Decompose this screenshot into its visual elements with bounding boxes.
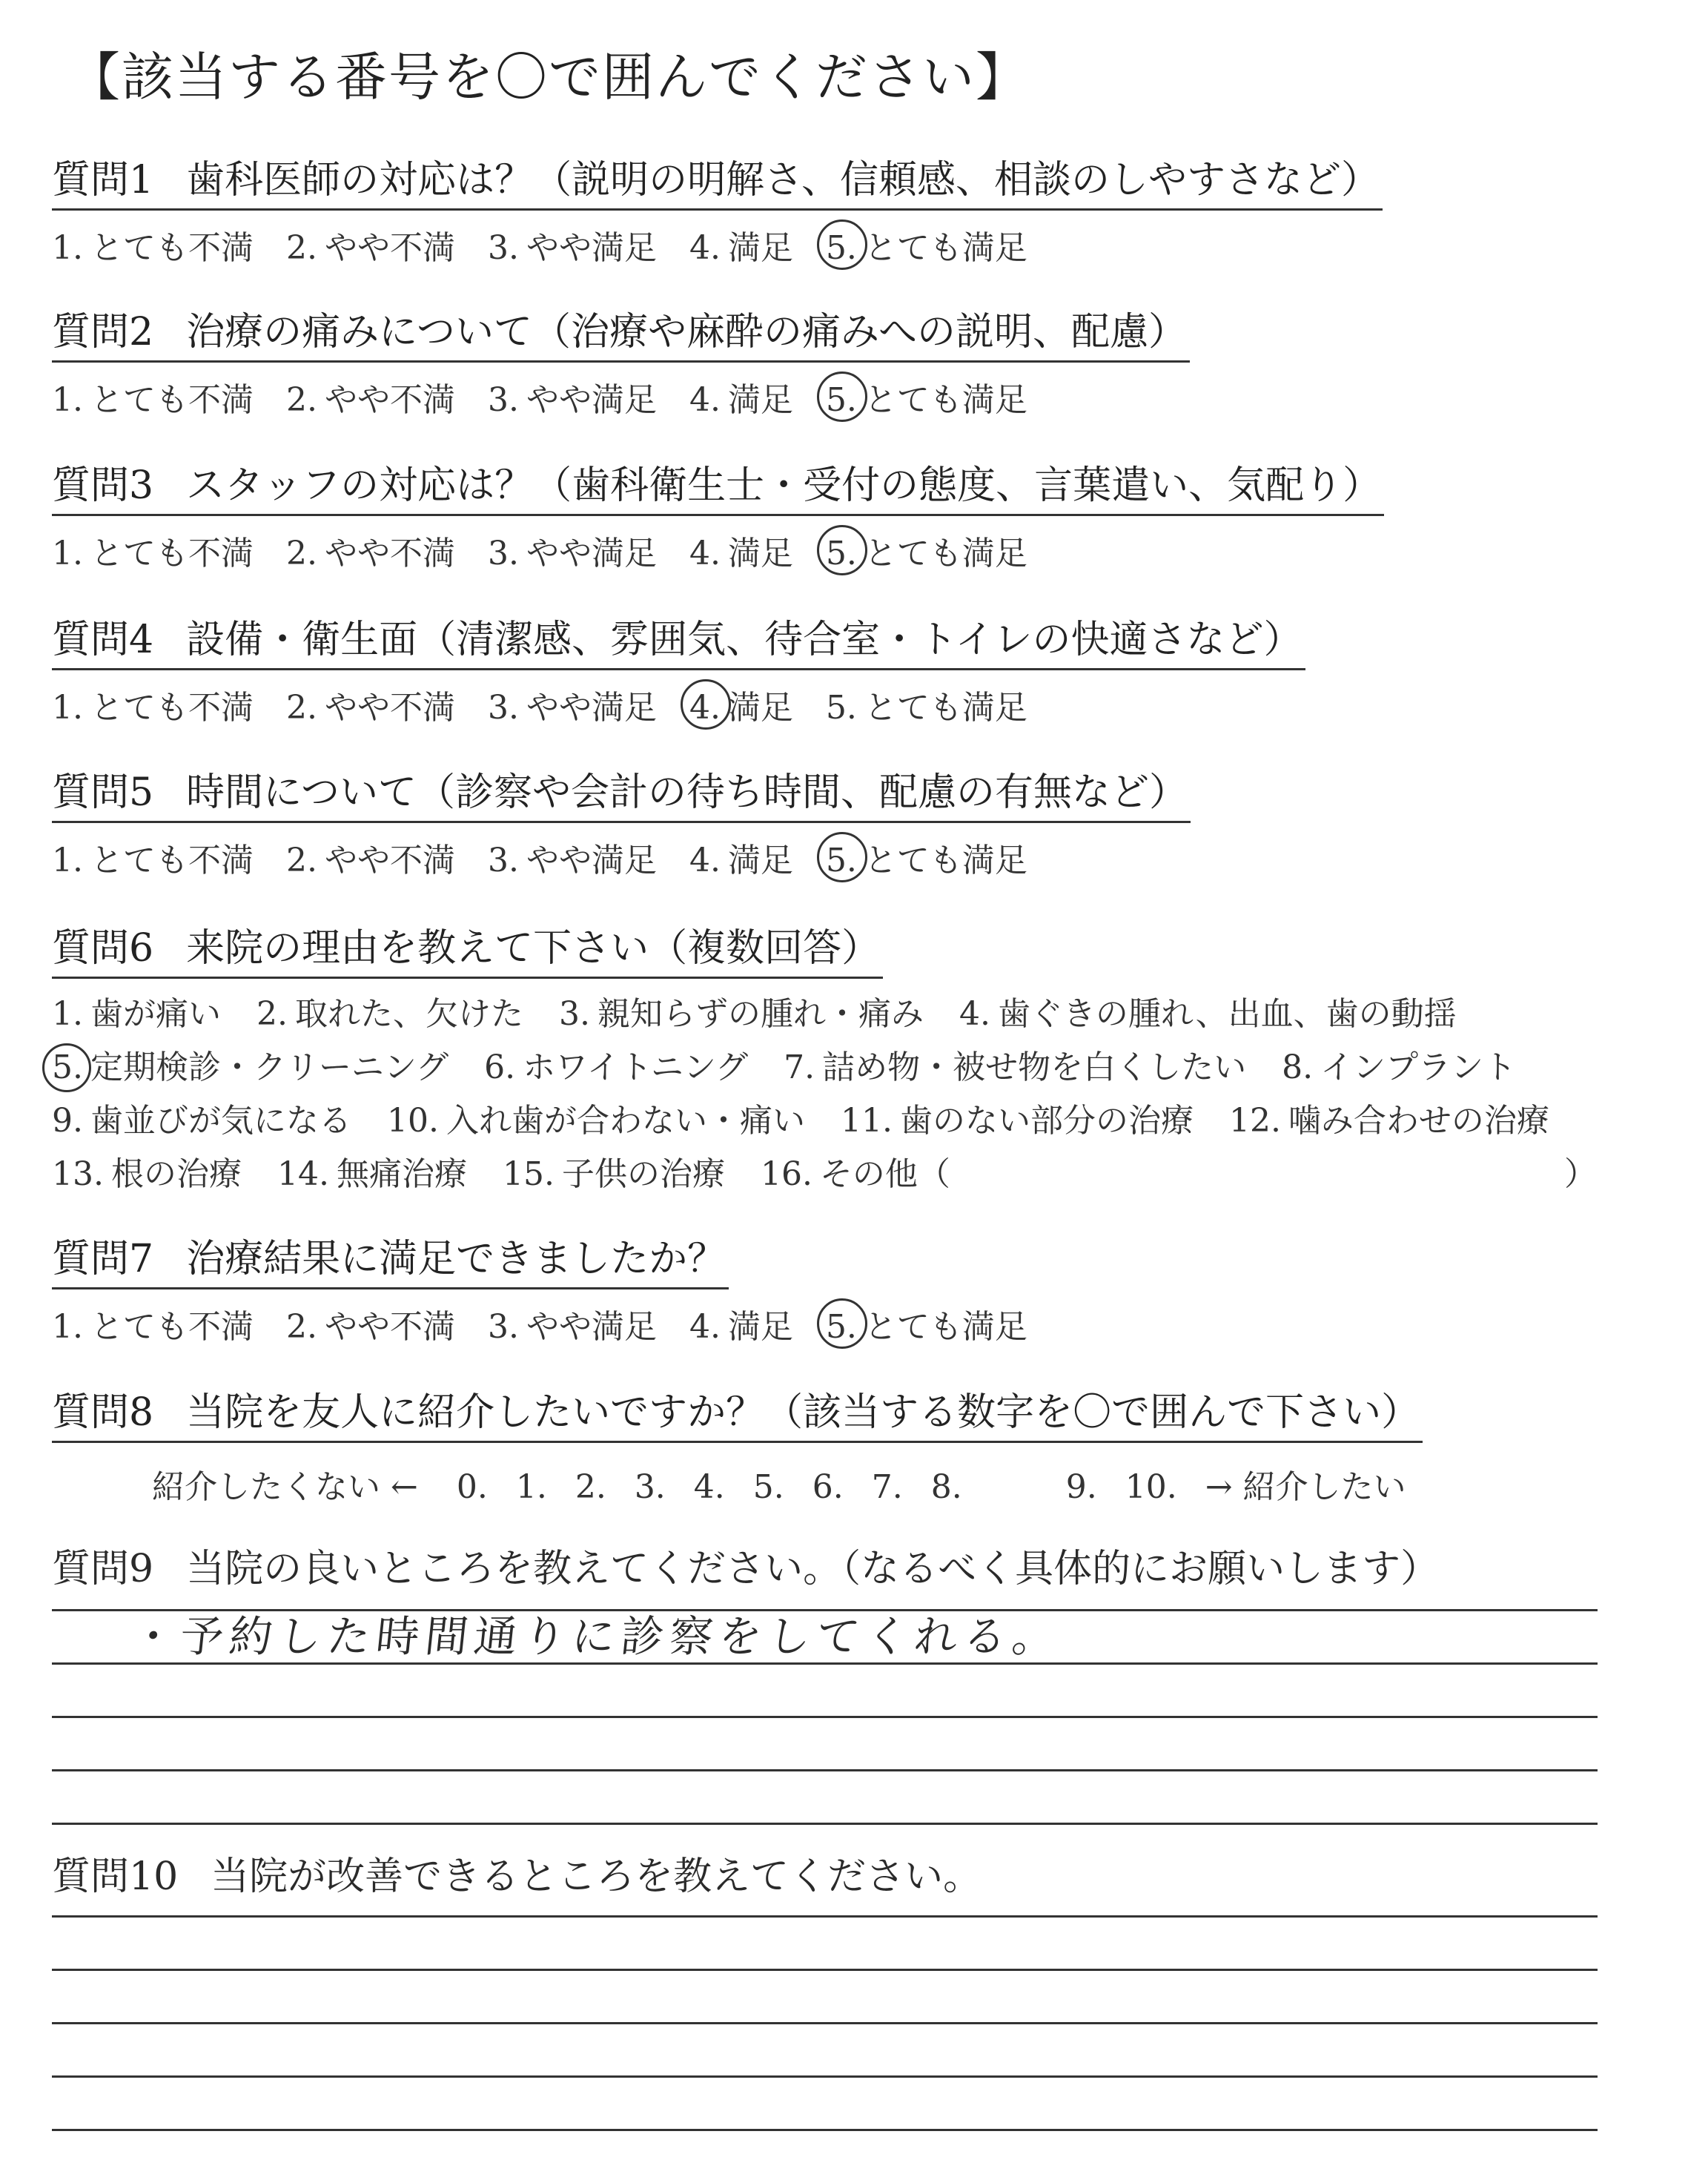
other-close-paren: ） (1563, 1155, 1597, 1193)
answer-line[interactable] (52, 1771, 1598, 1825)
question-5 (52, 761, 1708, 881)
reason-option[interactable] (52, 1094, 351, 1148)
scale-value[interactable]: 9. (1065, 1468, 1097, 1506)
question-text: 治療の痛みについて（治療や麻酔の痛みへの説明、配慮） (186, 310, 1188, 354)
question-heading: 質問6 来院の理由を教えて下さい（複数回答） (52, 916, 883, 979)
option-label: やや満足 (526, 689, 657, 727)
rating-option[interactable] (286, 373, 455, 420)
option-label: とても不満 (90, 842, 254, 879)
rating-option[interactable] (488, 1300, 657, 1347)
rating-option[interactable] (286, 681, 455, 728)
scale-value[interactable]: 2. (575, 1468, 606, 1506)
option-number: 1. (52, 689, 83, 727)
option-label: 満足 (727, 1308, 793, 1346)
option-label: 無痛治療 (336, 1155, 467, 1193)
question-number: 質問2 (52, 310, 154, 354)
option-number: 3. (487, 689, 519, 727)
answer-line[interactable] (52, 2024, 1598, 2078)
option-number: 13. (52, 1155, 104, 1193)
selected-circle (681, 679, 731, 730)
answer-line[interactable] (52, 1918, 1598, 1971)
scale-value[interactable]: 5. (752, 1468, 784, 1506)
rating-option[interactable] (689, 221, 793, 268)
option-number: 8. (1282, 1048, 1314, 1086)
reason-option[interactable] (559, 988, 924, 1041)
question-heading: 質問10 当院が改善できるところを教えてください。 (52, 1855, 982, 1899)
question-heading (52, 761, 1191, 823)
answer-line[interactable] (52, 1900, 1598, 1918)
option-number: 4. (689, 229, 721, 267)
scale-value[interactable]: 8. (931, 1453, 1038, 1506)
rating-options (52, 526, 1708, 574)
option-number: 4. (689, 1308, 721, 1346)
question-number: 質問4 (52, 618, 154, 662)
option-label: とても満足 (864, 535, 1027, 572)
option-label: 定期検診・クリーニング (90, 1048, 449, 1086)
selected-circle (817, 832, 867, 882)
option-label: 入れ歯が合わない・痛い (446, 1102, 805, 1140)
question-heading: 質問9 当院の良いところを教えてください。（なるべく具体的にお願いします） (52, 1547, 1440, 1591)
reason-option[interactable] (387, 1094, 805, 1148)
rating-option[interactable] (52, 833, 254, 881)
scale-right-label: → 紹介したい (1205, 1468, 1406, 1506)
option-label: やや不満 (324, 535, 455, 572)
option-label: やや満足 (526, 381, 657, 419)
option-number: 1. (52, 1308, 83, 1346)
question-10 (52, 1845, 1708, 2131)
option-number: 5. (825, 689, 857, 727)
option-number: 2. (285, 381, 317, 419)
option-number: 2. (256, 995, 288, 1033)
question-number: 質問5 (52, 770, 154, 815)
scale-value[interactable]: 0. (456, 1468, 488, 1506)
question-heading: 質問8 当院を友人に紹介したいですか？（該当する数字を〇で囲んで下さい） (52, 1381, 1423, 1443)
answer-lines[interactable] (52, 1900, 1708, 2131)
selected-circle (1016, 1453, 1063, 1498)
reason-option[interactable] (52, 1041, 448, 1094)
rating-option[interactable] (488, 681, 657, 728)
option-label: 満足 (727, 229, 793, 267)
question-7 (52, 1227, 1708, 1347)
rating-option[interactable] (689, 526, 793, 574)
reason-option[interactable] (1229, 1094, 1549, 1148)
option-label: やや不満 (324, 689, 455, 727)
option-number: 2. (285, 229, 317, 267)
rating-options (52, 1300, 1708, 1347)
question-9 (52, 1537, 1708, 1825)
rating-option[interactable] (488, 833, 657, 881)
scale-value[interactable]: 1. (515, 1468, 547, 1506)
option-label: やや不満 (324, 381, 455, 419)
option-number: 5. (825, 842, 857, 879)
option-number: 2. (285, 842, 317, 879)
option-number: 2. (285, 689, 317, 727)
question-heading (52, 148, 1383, 211)
option-label: ホワイトニング (523, 1048, 749, 1086)
option-number: 5. (825, 229, 857, 267)
rating-option[interactable] (826, 373, 1027, 420)
option-label: 親知らずの腫れ・痛み (597, 995, 924, 1033)
question-4 (52, 608, 1708, 728)
option-label: とても満足 (864, 381, 1027, 419)
option-label: やや満足 (526, 842, 657, 879)
option-number: 15. (502, 1155, 555, 1193)
reason-option[interactable] (1282, 1041, 1516, 1094)
question-heading: 質問7 治療結果に満足できましたか？ (52, 1227, 729, 1289)
option-label: 満足 (727, 535, 793, 572)
option-number: 4. (689, 381, 721, 419)
option-label: 歯ぐきの腫れ、出血、歯の動揺 (997, 995, 1457, 1033)
answer-line[interactable] (52, 1971, 1598, 2024)
rating-option[interactable] (826, 833, 1027, 881)
option-label: 歯が痛い (90, 995, 221, 1033)
reason-option[interactable] (959, 988, 1457, 1041)
selected-circle (817, 371, 867, 422)
question-number: 質問3 (52, 463, 154, 508)
selected-circle (817, 219, 867, 270)
option-number: 10. (386, 1102, 439, 1140)
option-label: 満足 (727, 381, 793, 419)
option-number: 3. (487, 381, 519, 419)
option-label: 根の治療 (110, 1155, 242, 1193)
question-text: 時間について（診察や会計の待ち時間、配慮の有無など） (186, 770, 1188, 815)
option-number: 5. (825, 381, 857, 419)
option-label: やや満足 (526, 535, 657, 572)
option-label: 満足 (727, 842, 793, 879)
option-label: とても不満 (90, 535, 254, 572)
rating-option[interactable] (826, 526, 1027, 574)
handwritten-answer: ・予約した時間通りに診察をしてくれる。 (128, 1611, 1065, 1662)
option-row (52, 1148, 1708, 1201)
reason-option[interactable] (784, 1041, 1246, 1094)
rating-option[interactable] (488, 526, 657, 574)
option-number: 5. (825, 1308, 857, 1346)
rating-option[interactable] (488, 373, 657, 420)
option-number: 14. (277, 1155, 329, 1193)
reason-option[interactable] (503, 1148, 725, 1201)
option-number: 5. (825, 535, 857, 572)
option-number: 1. (52, 229, 83, 267)
option-label: 子供の治療 (561, 1155, 725, 1193)
rating-options (52, 373, 1708, 420)
rating-option[interactable] (689, 833, 793, 881)
rating-option[interactable] (286, 1300, 455, 1347)
answer-line[interactable] (52, 2078, 1598, 2131)
rating-options (52, 681, 1708, 728)
question-3 (52, 454, 1708, 574)
scale-value[interactable]: 7. (871, 1468, 903, 1506)
option-number: 3. (487, 229, 519, 267)
option-label: とても満足 (864, 689, 1027, 727)
option-number: 5. (52, 1048, 83, 1086)
rating-option[interactable] (286, 833, 455, 881)
rating-options (52, 221, 1708, 268)
reason-option[interactable] (841, 1094, 1194, 1148)
option-number: 1. (52, 535, 83, 572)
option-label: 歯のない部分の治療 (899, 1102, 1194, 1140)
page-title: 【該当する番号を〇で囲んでください】 (68, 47, 1029, 108)
rating-option[interactable] (689, 373, 793, 420)
option-label: やや不満 (324, 1308, 455, 1346)
option-number: 3. (487, 842, 519, 879)
selected-circle (817, 1298, 867, 1349)
option-label: やや不満 (324, 842, 455, 879)
option-label: 取れた、欠けた (294, 995, 523, 1033)
answer-line[interactable] (52, 1665, 1598, 1718)
option-label: 噛み合わせの治療 (1288, 1102, 1549, 1140)
option-row (52, 988, 1708, 1041)
selected-circle (42, 1043, 91, 1092)
question-text: 歯科医師の対応は？（説明の明解さ、信頼感、相談のしやすさなど） (186, 158, 1380, 202)
option-label: とても不満 (90, 689, 254, 727)
option-number: 6. (484, 1048, 516, 1086)
reason-option[interactable] (484, 1041, 748, 1094)
rating-option[interactable] (52, 526, 254, 574)
selected-circle (817, 525, 867, 575)
question-1 (52, 148, 1708, 268)
rating-option[interactable] (52, 681, 254, 728)
option-number: 2. (285, 535, 317, 572)
rating-option[interactable] (826, 1300, 1027, 1347)
option-number: 4. (689, 689, 721, 727)
question-text: 設備・衛生面（清潔感、雰囲気、待合室・トイレの快適さなど） (186, 618, 1302, 662)
option-number: 1. (52, 381, 83, 419)
question-heading (52, 608, 1305, 670)
option-number: 9. (52, 1102, 83, 1140)
rating-options (52, 833, 1708, 881)
scale-left-label: 紹介したくない ← (152, 1468, 418, 1506)
option-row (52, 1094, 1708, 1148)
rating-option[interactable] (826, 221, 1027, 268)
option-label: インプラント (1320, 1048, 1517, 1086)
rating-option[interactable] (286, 221, 455, 268)
reason-option[interactable] (52, 988, 221, 1041)
option-number: 16. (760, 1155, 812, 1193)
option-label: やや不満 (324, 229, 455, 267)
rating-option[interactable] (52, 373, 254, 420)
rating-option[interactable] (52, 221, 254, 268)
option-number: 11. (840, 1102, 893, 1140)
option-label: とても不満 (90, 229, 254, 267)
rating-option[interactable] (689, 1300, 793, 1347)
question-8 (52, 1381, 1708, 1507)
rating-option[interactable] (286, 526, 455, 574)
reason-option[interactable] (277, 1148, 467, 1201)
option-number: 4. (959, 995, 990, 1033)
option-number: 7. (784, 1048, 815, 1086)
scale-value[interactable]: 3. (634, 1468, 666, 1506)
option-number: 2. (285, 1308, 317, 1346)
option-number: 4. (689, 842, 721, 879)
rating-option[interactable] (826, 681, 1027, 728)
reason-option[interactable] (761, 1148, 950, 1201)
option-number: 1. (52, 842, 83, 879)
option-number: 3. (487, 535, 519, 572)
question-6 (52, 916, 1708, 1201)
question-number: 質問1 (52, 158, 154, 202)
q6-options (52, 988, 1708, 1201)
option-label: やや満足 (526, 1308, 657, 1346)
option-label: とても不満 (90, 381, 254, 419)
scale-value[interactable]: 6. (812, 1468, 844, 1506)
option-label: とても満足 (864, 229, 1027, 267)
question-heading (52, 300, 1190, 363)
reason-option[interactable] (52, 1148, 242, 1201)
option-number: 1. (52, 995, 83, 1033)
option-number: 4. (689, 535, 721, 572)
rating-option[interactable] (488, 221, 657, 268)
recommend-scale (152, 1453, 1708, 1507)
reason-option[interactable] (256, 988, 523, 1041)
option-label: 詰め物・被せ物を白くしたい (822, 1048, 1247, 1086)
option-label: 歯並びが気になる (90, 1102, 351, 1140)
option-row (52, 1041, 1708, 1094)
rating-option[interactable] (689, 681, 793, 728)
option-number: 3. (558, 995, 590, 1033)
question-text: スタッフの対応は？（歯科衛生士・受付の態度、言葉遣い、気配り） (186, 463, 1382, 508)
scale-value[interactable]: 10. (1125, 1468, 1177, 1506)
scale-value[interactable]: 4. (693, 1468, 725, 1506)
option-label: とても満足 (864, 1308, 1027, 1346)
option-number: 3. (487, 1308, 519, 1346)
option-number: 12. (1228, 1102, 1281, 1140)
option-label: やや満足 (526, 229, 657, 267)
option-label: とても満足 (864, 842, 1027, 879)
option-label: 満足 (727, 689, 793, 727)
question-heading (52, 454, 1384, 516)
rating-option[interactable] (52, 1300, 254, 1347)
answer-line[interactable] (52, 1718, 1598, 1771)
option-label: その他（ (819, 1155, 950, 1193)
question-2 (52, 300, 1708, 420)
option-label: とても不満 (90, 1308, 254, 1346)
